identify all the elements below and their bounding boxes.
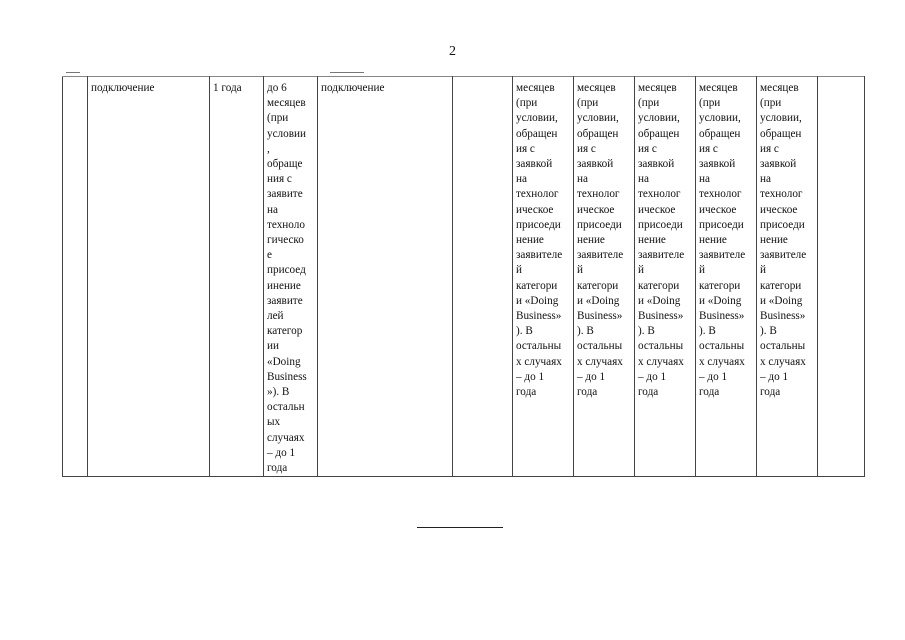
table-cell-empty (453, 77, 513, 477)
cell-text: месяцев (при условии, обращен ия с заявкой на технолог ическое присоеди нение заявителе й категори и «Doing Business» ). В остальны х случаях – до 1 года (577, 82, 624, 399)
cell-text: подключение (321, 82, 385, 94)
table-cell-connection-right (318, 77, 453, 477)
table-row (63, 77, 865, 477)
table-cell-repeat (513, 77, 574, 477)
scan-artifact-line (330, 72, 364, 73)
table-cell-connection-left (88, 77, 210, 477)
cell-text: до 6 месяцев (при условии , обраще ния с заявите на техноло гическо е присоед инение заявите лей категор ии «Doing Business »). В остальн ых случаях – до 1 года (267, 82, 307, 475)
table-cell-repeat (757, 77, 818, 477)
table-cell-repeat (635, 77, 696, 477)
cell-text: 1 года (213, 82, 242, 94)
cell-text: месяцев (при условии, обращен ия с заявкой на технолог ическое присоеди нение заявителе й категори и «Doing Business» ). В остальны х случаях – до 1 года (516, 82, 563, 399)
table-cell-term-condition (264, 77, 318, 477)
requirements-table (62, 76, 864, 475)
table-cell-empty (818, 77, 865, 477)
page-number: 2 (449, 44, 456, 59)
cell-text: подключение (91, 82, 155, 94)
table-cell-repeat (696, 77, 757, 477)
footnote-separator (417, 527, 503, 528)
cell-text: месяцев (при условии, обращен ия с заявкой на технолог ическое присоеди нение заявителе й категори и «Doing Business» ). В остальны х случаях – до 1 года (760, 82, 807, 399)
scan-artifact-line (66, 72, 80, 73)
table-cell-term (210, 77, 264, 477)
cell-text: месяцев (при условии, обращен ия с заявкой на технолог ическое присоеди нение заявителе й категори и «Doing Business» ). В остальны х случаях – до 1 года (699, 82, 746, 399)
cell-text: месяцев (при условии, обращен ия с заявкой на технолог ическое присоеди нение заявителе й категори и «Doing Business» ). В остальны х случаях – до 1 года (638, 82, 685, 399)
table-cell-margin (63, 77, 88, 477)
table (62, 76, 865, 477)
table-cell-repeat (574, 77, 635, 477)
